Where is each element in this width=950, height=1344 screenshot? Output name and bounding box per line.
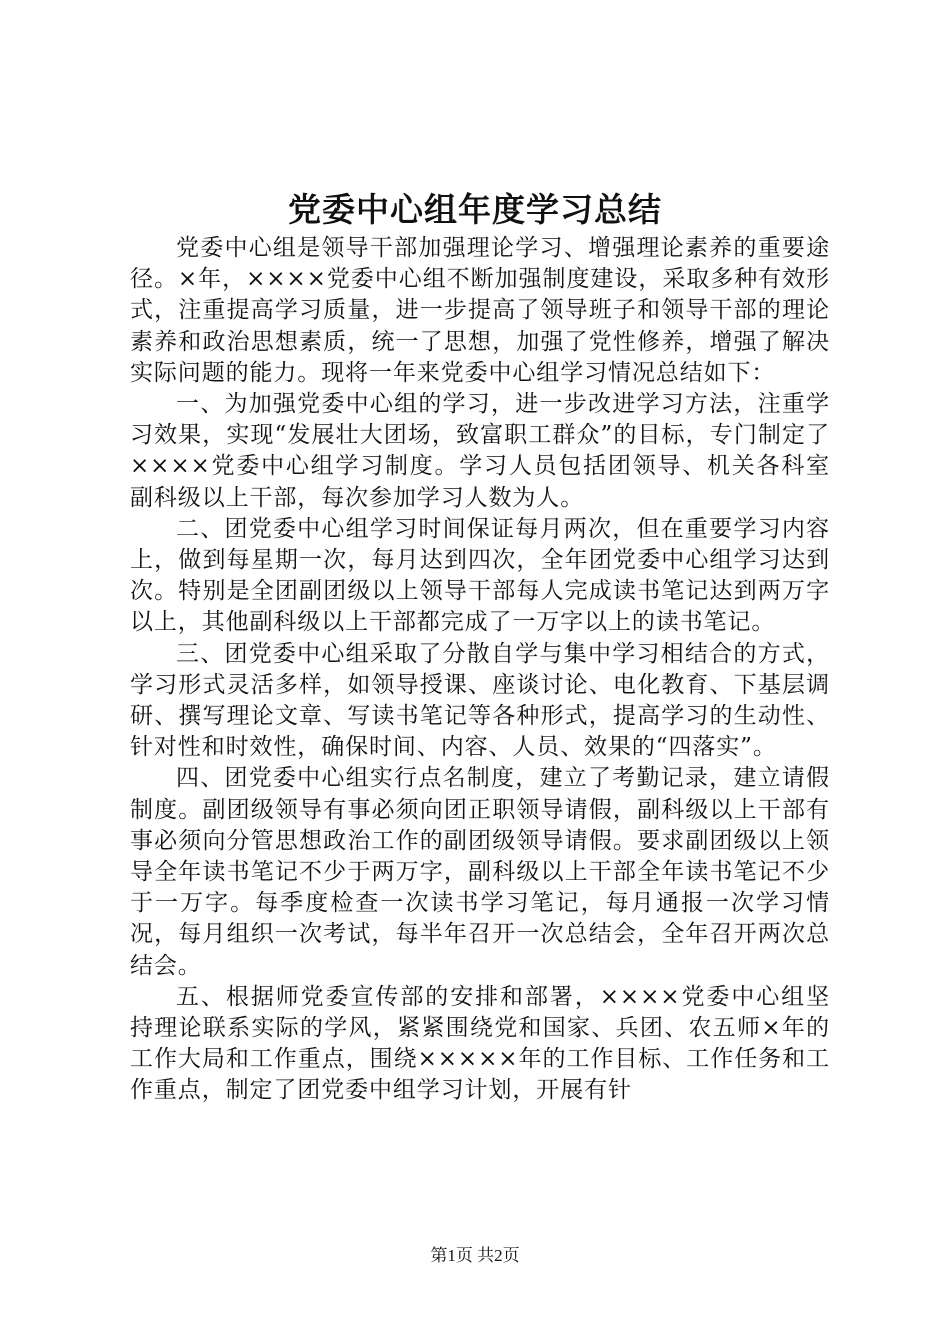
paragraph-intro: 党委中心组是领导干部加强理论学习、增强理论素养的重要途径。×年，××××党委中心组不断加强制度建设，采取多种有效形式，注重提高学习质量，进一步提高了领导班子和领导干部的理论素养和政治思想素质，统一了思想，加强了党性修养，增强了解决实际问题的能力。现将一年来党委中心组学习情况总结如下： bbox=[130, 235, 830, 386]
paragraph-3: 三、团党委中心组采取了分散自学与集中学习相结合的方式，学习形式灵活多样，如领导授课、座谈讨论、电化教育、下基层调研、撰写理论文章、写读书笔记等各种形式，提高学习的生动性、针对性和时效性，确保时间、内容、人员、效果的“四落实”。 bbox=[130, 640, 830, 761]
page-number-footer: 第1页 共2页 bbox=[430, 1246, 520, 1265]
paragraph-1: 一、为加强党委中心组的学习，进一步改进学习方法，注重学习效果，实现“发展壮大团场，致富职工群众”的目标，专门制定了××××党委中心组学习制度。学习人员包括团领导、机关各科室副科级以上干部，每次参加学习人数为人。 bbox=[130, 391, 830, 511]
document-body bbox=[130, 233, 830, 1107]
document-title: 党委中心组年度学习总结 bbox=[288, 190, 662, 229]
paragraph-4: 四、团党委中心组实行点名制度，建立了考勤记录，建立请假制度。副团级领导有事必须向团正职领导请假，副科级以上干部有事必须向分管思想政治工作的副团级领导请假。要求副团级以上领导全年读书笔记不少于两万字，副科级以上干部全年读书笔记不少于一万字。每季度检查一次读书学习笔记，每月通报一次学习情况，每月组织一次考试，每半年召开一次总结会，全年召开两次总结会。 bbox=[130, 765, 830, 979]
paragraph-5: 五、根据师党委宣传部的安排和部署，××××党委中心组坚持理论联系实际的学风，紧紧围绕党和国家、兵团、农五师×年的工作大局和工作重点，围绕×××××年的工作目标、工作任务和工作重点，制定了团党委中组学习计划，开展有针 bbox=[130, 983, 830, 1104]
paragraph-2: 二、团党委中心组学习时间保证每月两次，但在重要学习内容上，做到每星期一次，每月达到四次，全年团党委中心组学习达到次。特别是全团副团级以上领导干部每人完成读书笔记达到两万字以上，其他副科级以上干部都完成了一万字以上的读书笔记。 bbox=[130, 515, 830, 636]
